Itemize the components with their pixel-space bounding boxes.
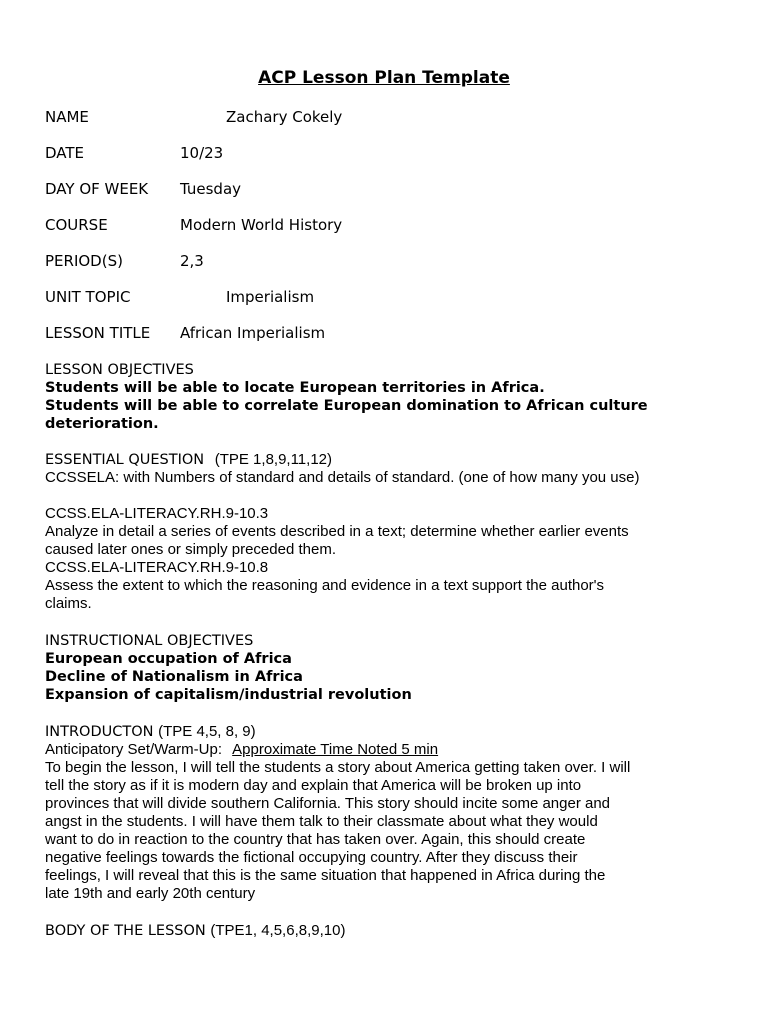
field-lesson-title (45, 324, 326, 342)
intro-text-line: negative feelings towards the fictional occupying country. After they discuss their (45, 849, 578, 866)
section-heading: INTRODUCTON (45, 724, 154, 740)
field-name (45, 108, 343, 126)
field-period (45, 252, 204, 270)
field-label: LESSON TITLE (45, 324, 151, 342)
section-heading: LESSON OBJECTIVES (45, 362, 194, 378)
field-label: COURSE (45, 216, 108, 234)
objective-item: Expansion of capitalism/industrial revolution (45, 687, 412, 703)
field-label: PERIOD(S) (45, 252, 123, 270)
field-value: African Imperialism (180, 324, 326, 342)
field-value: Imperialism (226, 288, 315, 306)
standard-text: Analyze in detail a series of events described in a text; determine whether earlier events (45, 523, 629, 540)
tpe-reference: (TPE 4,5, 8, 9) (158, 723, 256, 740)
objective-line: Students will be able to locate European territories in Africa. (45, 380, 545, 396)
section-heading: INSTRUCTIONAL OBJECTIVES (45, 633, 254, 649)
intro-text-line: want to do in reaction to the country that has taken over. Again, this should create (45, 831, 586, 848)
standard-text: caused later ones or simply preceded them. (45, 541, 336, 558)
objective-line: deterioration. (45, 416, 159, 432)
field-label: NAME (45, 108, 89, 126)
standard-text: Assess the extent to which the reasoning and evidence in a text support the author's (45, 577, 605, 594)
field-value: Modern World History (180, 216, 343, 234)
document-title: ACP Lesson Plan Template (258, 68, 510, 88)
instructional-objectives-section (45, 632, 735, 704)
objective-item: Decline of Nationalism in Africa (45, 669, 303, 685)
field-unit-topic (45, 288, 315, 306)
objective-line: Students will be able to correlate European domination to African culture (45, 398, 648, 414)
standard-code: CCSS.ELA-LITERACY.RH.9-10.3 (45, 505, 269, 522)
intro-text-line: tell the story as if it is modern day and explain that America will be broken up into (45, 777, 582, 794)
introduction-section (45, 723, 735, 903)
warmup-time: Approximate Time Noted 5 min (232, 741, 439, 758)
intro-text-line: provinces that will divide southern California. This story should incite some anger and (45, 795, 611, 812)
section-heading: ESSENTIAL QUESTION (45, 452, 205, 468)
intro-text-line: To begin the lesson, I will tell the students a story about America getting taken over. I will (45, 759, 631, 776)
intro-text-line: late 19th and early 20th century (45, 885, 256, 902)
section-heading: BODY OF THE LESSON (45, 923, 206, 939)
field-label: DAY OF WEEK (45, 180, 149, 198)
intro-text-line: feelings, I will reveal that this is the same situation that happened in Africa during the (45, 867, 606, 884)
intro-text-line: angst in the students. I will have them talk to their classmate about what they would (45, 813, 598, 830)
tpe-reference: (TPE 1,8,9,11,12) (214, 451, 333, 468)
warmup-label: Anticipatory Set/Warm-Up: (45, 741, 222, 758)
standard-text: claims. (45, 595, 92, 612)
field-value: Zachary Cokely (226, 108, 343, 126)
field-course (45, 216, 343, 234)
field-day-of-week (45, 180, 242, 198)
ccss-note: CCSSELA: with Numbers of standard and details of standard. (one of how many you use) (45, 469, 640, 486)
field-value: 10/23 (180, 144, 224, 162)
tpe-reference: (TPE1, 4,5,6,8,9,10) (210, 922, 346, 939)
objective-item: European occupation of Africa (45, 651, 292, 667)
field-label: DATE (45, 144, 85, 162)
body-of-lesson-section (45, 922, 735, 940)
field-value: Tuesday (180, 180, 242, 198)
lesson-objectives-section (45, 361, 735, 433)
field-label: UNIT TOPIC (45, 288, 131, 306)
essential-question-section (45, 451, 735, 613)
field-date (45, 144, 224, 162)
standard-code: CCSS.ELA-LITERACY.RH.9-10.8 (45, 559, 269, 576)
field-value: 2,3 (180, 252, 204, 270)
